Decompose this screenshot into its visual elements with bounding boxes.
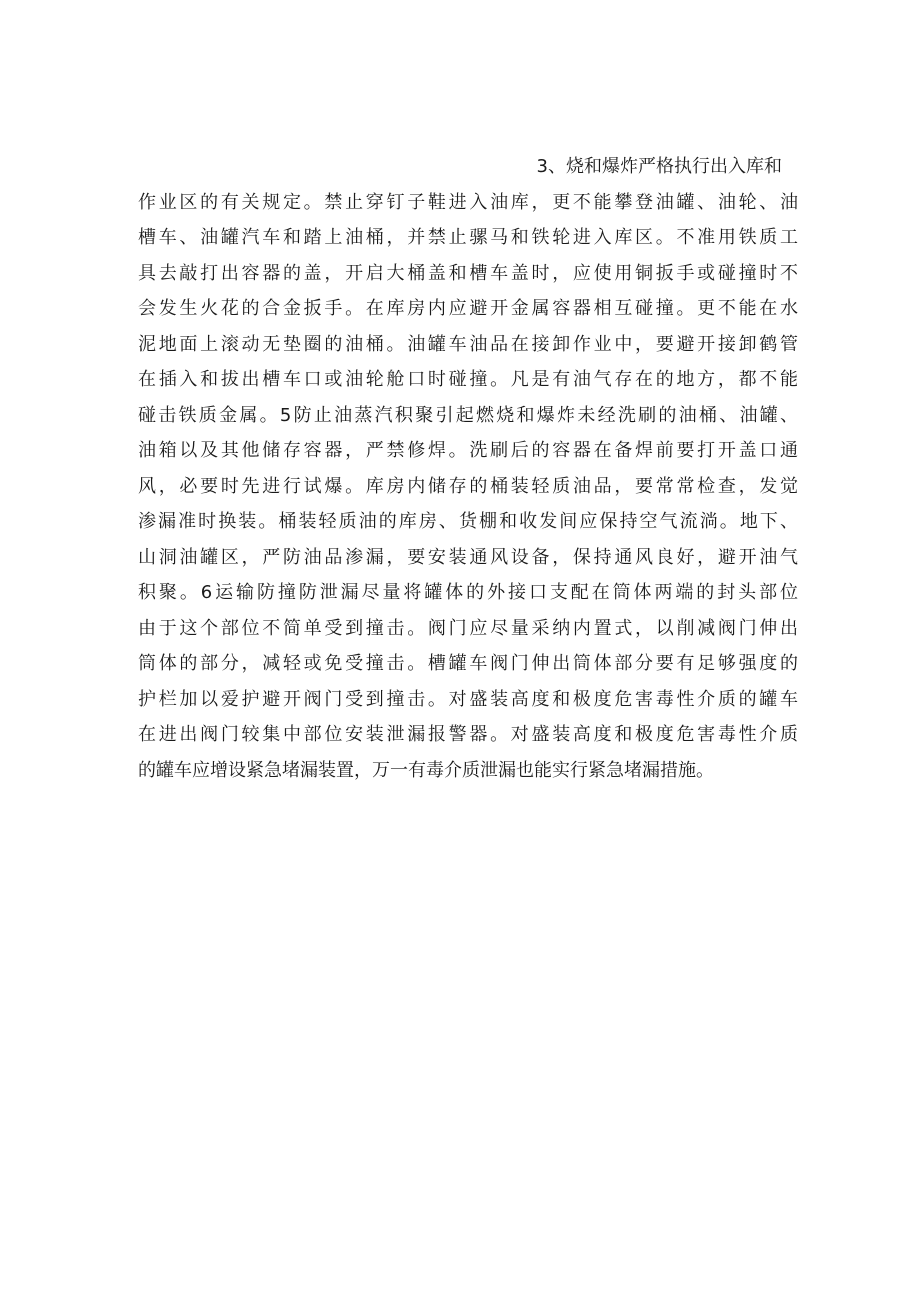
text-line: 油箱以及其他储存容器，严禁修焊。洗刷后的容器在备焊前要打开盖口通 (138, 440, 798, 461)
text-line: 筒体的部分，减轻或免受撞击。槽罐车阀门伸出筒体部分要有足够强度的 (138, 653, 798, 674)
text-line: 由于这个部位不简单受到撞击。阀门应尽量采纳内置式，以削减阀门伸出 (138, 617, 798, 639)
text-line: 会发生火花的合金扳手。在库房内应避开金属容器相互碰撞。更不能在水 (138, 298, 798, 319)
text-line: 在插入和拔出槽车口或油轮舱口时碰撞。凡是有油气存在的地方，都不能 (138, 369, 798, 390)
text-line: 泥地面上滚动无垫圈的油桶。油罐车油品在接卸作业中，要避开接卸鹤管 (138, 333, 798, 355)
text-line: 具去敲打出容器的盖，开启大桶盖和槽车盖时，应使用铜扳手或碰撞时不 (138, 262, 798, 284)
text-line: 3、烧和爆炸严格执行出入库和 (536, 156, 782, 177)
text-line: 积聚。6运输防撞防泄漏尽量将罐体的外接口支配在筒体两端的封头部位 (138, 582, 798, 603)
text-line: 风，必要时先进行试爆。库房内储存的桶装轻质油品，要常常检查，发觉 (138, 475, 798, 497)
text-line: 渗漏准时换装。桶装轻质油的库房、货棚和收发间应保持空气流淌。地下、 (138, 511, 798, 532)
text-line: 槽车、油罐汽车和踏上油桶，并禁止骡马和铁轮进入库区。不准用铁质工 (138, 227, 798, 248)
text-line: 护栏加以爱护避开阀门受到撞击。对盛装高度和极度危害毒性介质的罐车 (138, 688, 798, 710)
text-line: 碰击铁质金属。5防止油蒸汽积聚引起燃烧和爆炸未经洗刷的油桶、油罐、 (138, 404, 798, 426)
text-line: 的罐车应增设紧急堵漏装置，万一有毒介质泄漏也能实行紧急堵漏措施。 (138, 759, 714, 781)
text-line: 在进出阀门较集中部位安装泄漏报警器。对盛装高度和极度危害毒性介质 (138, 724, 798, 745)
text-line: 作业区的有关规定。禁止穿钉子鞋进入油库，更不能攀登油罐、油轮、油 (138, 191, 798, 213)
body-text (138, 149, 798, 788)
text-line: 山洞油罐区，严防油品渗漏，要安装通风设备，保持通风良好，避开油气 (138, 546, 798, 568)
